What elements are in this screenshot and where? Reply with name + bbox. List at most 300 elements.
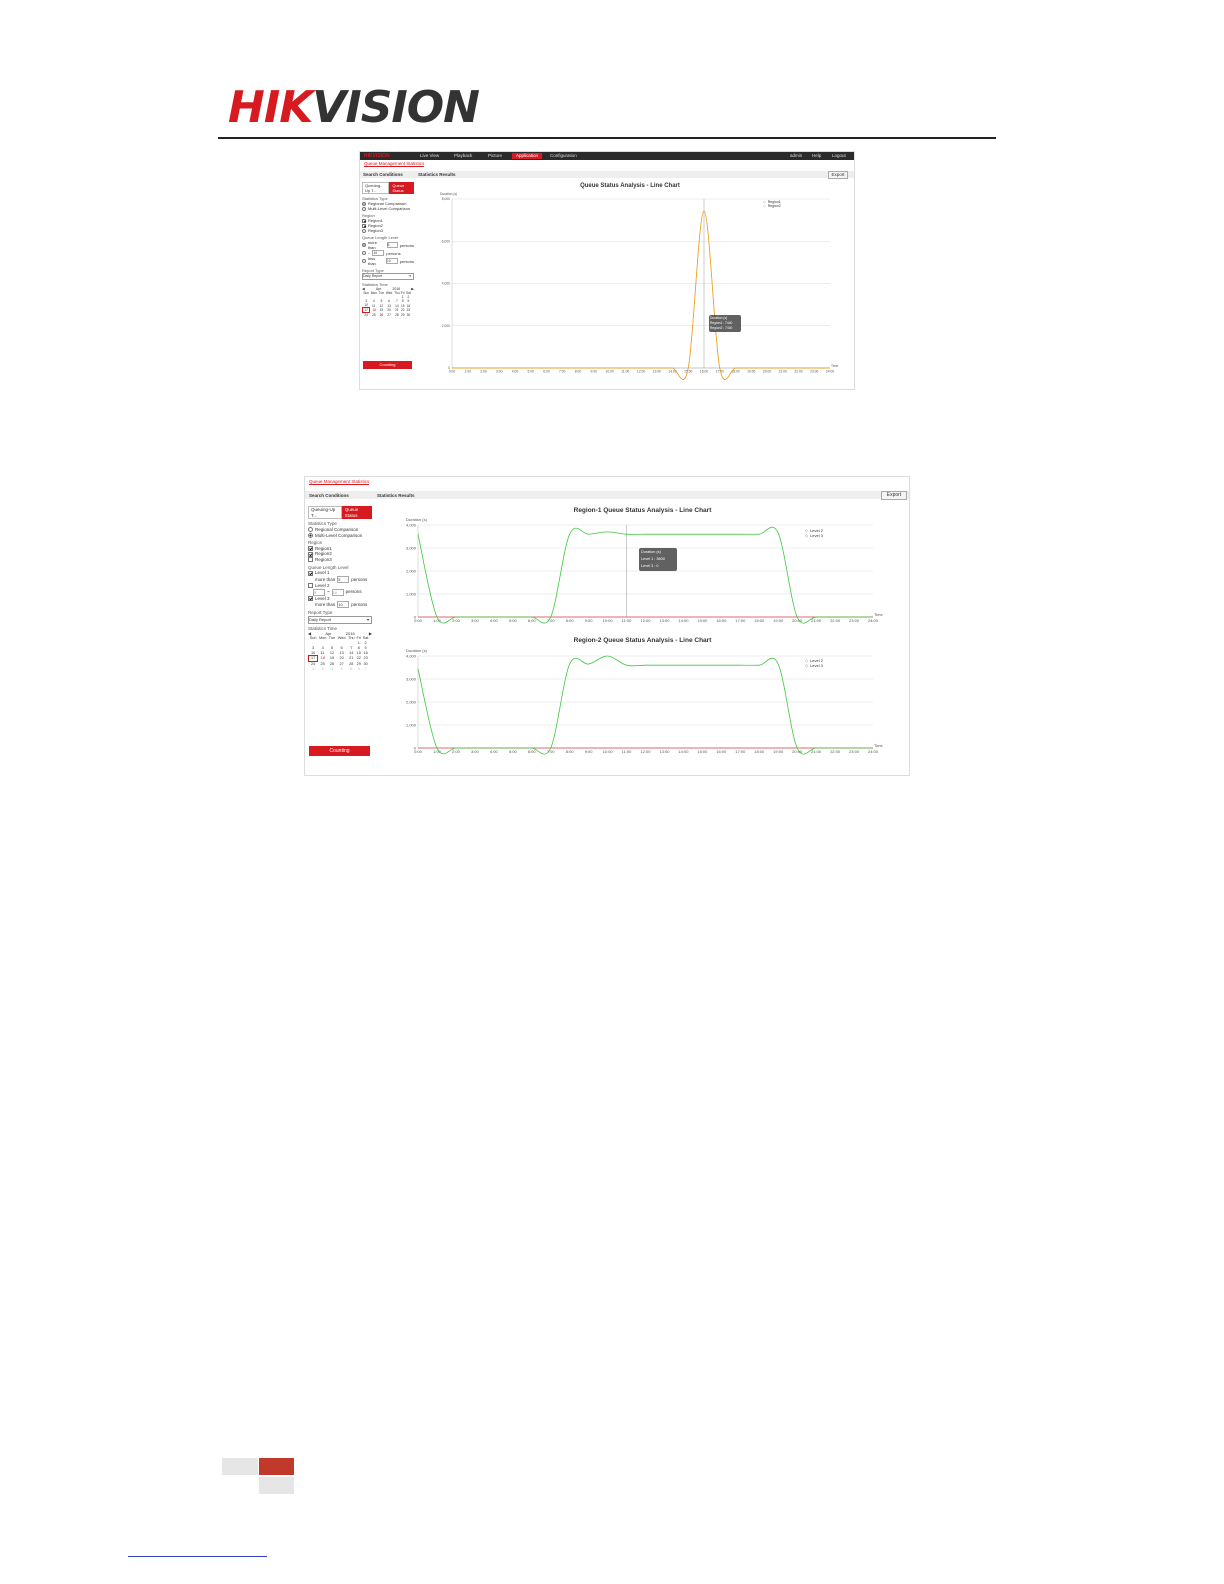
x-tick-label: 19:00: [773, 618, 784, 623]
x-tick-label: 10:00: [602, 749, 613, 754]
x-axis-title: Time: [874, 612, 883, 617]
tab-queue-status[interactable]: Queue Status: [389, 182, 414, 194]
region2-checkbox[interactable]: [308, 552, 313, 557]
y-tick-label: 2,000: [441, 323, 450, 328]
calendar-day[interactable]: 14: [349, 650, 354, 655]
x-tick-label: 21:00: [811, 618, 822, 623]
weekday-header: Tue: [378, 291, 385, 296]
calendar-day[interactable]: 11: [371, 303, 376, 308]
more-than-label: more than: [367, 240, 377, 250]
x-tick-label: 17:00: [735, 618, 746, 623]
x-tick-label: 22:00: [830, 618, 841, 623]
y-tick-label: 2,000: [405, 699, 416, 705]
x-tick-label: 12:00: [636, 369, 646, 374]
more-than-input[interactable]: 5: [387, 242, 398, 248]
calendar-day[interactable]: 3: [330, 666, 334, 671]
level1-persons: persons: [351, 576, 368, 582]
y-tick-label: 1,000: [405, 722, 416, 728]
x-tick-label: 24:00: [825, 369, 835, 374]
radio-multilevel[interactable]: [308, 533, 313, 538]
export-button[interactable]: Export: [828, 171, 848, 179]
radio-less-than[interactable]: [362, 259, 366, 263]
radio-regional[interactable]: [362, 202, 366, 206]
region1-checkbox[interactable]: [362, 219, 366, 223]
calendar-day[interactable]: 19: [329, 656, 335, 661]
weekday-header: Mon: [318, 636, 327, 641]
calendar-day[interactable]: 17: [309, 656, 318, 662]
calendar-day[interactable]: 5: [350, 666, 353, 671]
chart-title: Queue Status Analysis - Line Chart: [580, 183, 680, 189]
x-tick-label: 20:00: [762, 369, 772, 374]
region2-label: Region2: [315, 551, 332, 557]
calendar-month: Apr: [325, 631, 332, 637]
x-tick-label: 9:00: [584, 749, 593, 754]
queue-length-label: Queue Length Level: [362, 235, 399, 240]
logo-part-2: VISION: [312, 82, 480, 133]
calendar-year: 2016: [345, 631, 355, 637]
x-tick-label: 11:00: [621, 749, 632, 754]
x-tick-label: 10:00: [605, 369, 614, 374]
calendar-day[interactable]: 4: [340, 666, 343, 671]
queue-length-label: Queue Length Level: [308, 564, 349, 570]
series-line-level-2: [418, 527, 873, 623]
calendar-day[interactable]: 6: [357, 666, 360, 671]
weekday-header: Fri: [400, 291, 405, 296]
calendar-day[interactable]: 30: [363, 661, 368, 666]
calendar-day[interactable]: 3: [365, 299, 368, 304]
series-line-region2: [452, 211, 830, 380]
region2-checkbox[interactable]: [362, 224, 366, 228]
calendar-day[interactable]: 20: [339, 656, 344, 661]
x-tick-label: 13:00: [652, 369, 661, 374]
calendar-day[interactable]: 12: [329, 650, 335, 655]
calendar-day[interactable]: 5: [330, 645, 334, 650]
x-tick-label: 8:00: [574, 369, 582, 374]
persons-label-2: persons: [386, 250, 401, 256]
region-label: Region: [308, 540, 323, 546]
tab-queue-status[interactable]: Queue Status: [342, 506, 372, 519]
screenshot-regional-comparison: [359, 151, 855, 390]
x-tick-label: 7:00: [559, 369, 566, 374]
x-tick-label: 3:00: [496, 369, 503, 374]
calendar-day[interactable]: 24: [310, 662, 316, 667]
range-input[interactable]: 10: [372, 250, 384, 256]
multilevel-label: Multi-Level Comparison: [315, 532, 363, 538]
search-conditions-panel: [308, 506, 372, 672]
prev-month-button[interactable]: ◀: [362, 287, 365, 291]
weekday-header: Thu: [394, 291, 400, 296]
calendar-day[interactable]: 18: [372, 308, 376, 313]
calendar-day[interactable]: 7: [395, 299, 398, 304]
x-tick-label: 15:00: [684, 369, 693, 374]
chart-legend: [763, 200, 781, 208]
weekday-header: Sat: [362, 636, 369, 641]
series-line-region1: [452, 211, 830, 380]
screenshot-multilevel-comparison: [304, 476, 910, 776]
statistics-type-label: Statistics Type: [308, 521, 337, 527]
legend-region2-label: Region2: [767, 204, 781, 208]
x-tick-label: 4:00: [511, 369, 519, 374]
footer-link-underline[interactable]: [128, 1556, 267, 1557]
region1-checkbox[interactable]: [308, 546, 313, 551]
tab-queuing-up-time[interactable]: Queuing-Up T...: [308, 506, 342, 519]
calendar-day[interactable]: 15: [401, 303, 405, 308]
region1-label: Region1: [315, 545, 332, 551]
calendar-day[interactable]: 13: [339, 650, 344, 655]
logo-part-1: HIK: [228, 82, 313, 133]
legend-level3-label: Level 3: [810, 663, 823, 668]
counting-button[interactable]: Counting: [309, 746, 370, 756]
weekday-header: Thu: [348, 636, 355, 641]
calendar-day[interactable]: 6: [340, 645, 343, 650]
x-tick-label: 20:00: [792, 749, 803, 754]
legend-region1[interactable]: ◇ Region1: [763, 200, 781, 204]
calendar-day[interactable]: 8: [401, 299, 404, 304]
chart-tooltip: [709, 315, 741, 332]
calendar-day[interactable]: 21: [395, 308, 399, 313]
x-tick-label: 19:00: [747, 369, 756, 374]
statistics-results-title: Statistics Results: [377, 493, 415, 498]
radio-range[interactable]: [362, 251, 366, 255]
calendar-day[interactable]: 3: [312, 645, 315, 650]
legend-region2[interactable]: ◇ Region2: [763, 204, 781, 208]
y-tick-label: 3,000: [405, 676, 416, 682]
x-tick-label: 13:00: [659, 749, 670, 754]
weekday-header: Mon: [370, 291, 377, 296]
calendar-day[interactable]: 2: [321, 666, 324, 671]
x-tick-label: 9:00: [590, 369, 597, 374]
statistics-type-label: Statistics Type: [362, 196, 388, 201]
calendar-day[interactable]: 18: [320, 656, 326, 661]
less-than-input[interactable]: 10: [386, 258, 398, 264]
statistics-results-title: Statistics Results: [418, 172, 456, 177]
legend-level2[interactable]: ◇ Level 2: [805, 658, 823, 663]
weekday-header: Sun: [309, 636, 317, 641]
legend-level3[interactable]: ◇ Level 3: [805, 663, 823, 668]
region3-checkbox[interactable]: [308, 557, 313, 562]
calendar-day[interactable]: 29: [356, 661, 361, 666]
statistics-time-label: Statistics Time: [362, 282, 388, 287]
level1-input[interactable]: 5: [337, 576, 349, 583]
footer-block-grey-2: [259, 1477, 294, 1494]
nav-help[interactable]: Help: [812, 153, 822, 158]
x-tick-label: 17:00: [735, 749, 746, 754]
y-tick-label: 8,000: [441, 197, 450, 202]
calendar-day[interactable]: 30: [406, 313, 411, 318]
x-tick-label: 2:00: [452, 749, 460, 754]
level2-label: Level 2: [315, 582, 330, 588]
level2-separator: ~: [327, 589, 330, 595]
calendar-year: 2016: [392, 287, 401, 291]
calendar-day[interactable]: 8: [357, 645, 360, 650]
legend-level3-label: Level 3: [810, 533, 823, 538]
nav-admin[interactable]: admin: [790, 153, 803, 158]
x-tick-label: 16:00: [716, 618, 727, 623]
export-button[interactable]: Export: [881, 491, 907, 500]
weekday-header: Wed: [385, 291, 393, 296]
calendar-day[interactable]: 27: [339, 661, 344, 666]
header-divider: [218, 137, 996, 139]
chart1-title: Region-1 Queue Status Analysis - Line Chart: [573, 507, 712, 514]
level2-max-input[interactable]: 10: [332, 589, 344, 596]
nav-picture[interactable]: Picture: [488, 153, 503, 158]
region3-label: Region3: [315, 557, 332, 562]
footer-block-grey: [222, 1458, 258, 1475]
calendar-day[interactable]: 23: [406, 308, 411, 313]
search-conditions-title: Search Conditions: [309, 493, 349, 498]
search-conditions-title: Search Conditions: [363, 172, 403, 177]
nav-live-view[interactable]: Live View: [420, 153, 440, 158]
calendar-day[interactable]: 12: [379, 303, 384, 308]
calendar-day[interactable]: 22: [401, 308, 405, 313]
calendar-day[interactable]: 1: [312, 666, 315, 671]
calendar-day[interactable]: 9: [407, 299, 410, 304]
nav-logo: HIKVISION: [364, 153, 390, 159]
calendar-day[interactable]: 24: [364, 313, 368, 318]
calendar-day[interactable]: 2: [407, 295, 410, 300]
calendar-day[interactable]: 22: [356, 656, 361, 661]
x-tick-label: 2:00: [452, 618, 460, 623]
y-tick-label: 6,000: [441, 239, 450, 244]
x-tick-label: 8:00: [565, 618, 574, 623]
level2-min-input[interactable]: 5: [313, 589, 325, 596]
y-tick-label: 4,000: [405, 653, 416, 659]
x-tick-label: 4:00: [489, 749, 498, 754]
x-tick-label: 22:00: [830, 749, 841, 754]
x-tick-label: 8:00: [565, 749, 574, 754]
calendar-day[interactable]: 15: [356, 650, 361, 655]
x-tick-label: 19:00: [773, 749, 784, 754]
y-tick-label: 3,000: [405, 545, 416, 551]
calendar-day[interactable]: 27: [387, 313, 391, 318]
calendar-month: Apr: [375, 287, 382, 291]
tab-queue-management[interactable]: Queue Management Statistics: [364, 161, 425, 166]
calendar-day[interactable]: 23: [363, 656, 368, 661]
tooltip-level3: Level 3 : 0: [641, 564, 659, 568]
tab-queue-management[interactable]: Queue Management Statistics: [309, 479, 370, 484]
level1-checkbox[interactable]: [308, 571, 313, 576]
calendar-day[interactable]: 13: [387, 303, 391, 308]
x-tick-label: 14:00: [668, 369, 677, 374]
calendar-day[interactable]: 16: [406, 303, 411, 308]
level2-checkbox[interactable]: [308, 583, 313, 588]
chart2-legend: [805, 658, 823, 668]
calendar-day[interactable]: 1: [401, 295, 404, 300]
tooltip-region1: Region1 : 7440: [710, 321, 733, 325]
x-tick-label: 0:00: [414, 749, 422, 754]
chart1-tooltip: [639, 548, 677, 571]
y-tick-label: 0: [448, 366, 450, 371]
nav-logout[interactable]: Logout: [832, 153, 846, 158]
calendar-day[interactable]: 2: [364, 641, 367, 646]
calendar-day[interactable]: 10: [310, 650, 316, 655]
queue-status-line-chart: [432, 190, 842, 380]
calendar-day[interactable]: 7: [350, 645, 353, 650]
radio-regional[interactable]: [308, 527, 313, 532]
calendar-day[interactable]: 28: [349, 661, 354, 666]
x-tick-label: 12:00: [640, 618, 651, 623]
radio-multilevel[interactable]: [362, 207, 366, 211]
report-type-select[interactable]: Daily Report ▾: [308, 616, 372, 624]
x-tick-label: 14:00: [678, 618, 689, 623]
x-tick-label: 22:00: [794, 369, 803, 374]
nav-playback[interactable]: Playback: [454, 153, 473, 158]
statistics-time-label: Statistics Time: [308, 625, 338, 631]
nav-application[interactable]: Application: [512, 153, 542, 159]
calendar-grid: [308, 636, 370, 671]
y-axis-title: Duration (s): [406, 648, 427, 653]
x-tick-label: 18:00: [754, 749, 765, 754]
calendar-day[interactable]: 14: [395, 303, 399, 308]
x-tick-label: 23:00: [849, 618, 860, 623]
x-tick-label: 9:00: [584, 618, 593, 623]
tooltip-region2: Region2 : 7440: [710, 326, 733, 330]
y-tick-label: 2,000: [405, 568, 416, 574]
radio-more-than[interactable]: [362, 243, 366, 247]
search-conditions-panel: [362, 182, 414, 317]
x-tick-label: 23:00: [810, 369, 819, 374]
legend-region1-label: Region1: [767, 200, 781, 204]
x-tick-label: 5:00: [527, 369, 534, 374]
less-than-label: less than: [367, 256, 376, 266]
level2-persons: persons: [345, 589, 362, 595]
section-header: [305, 491, 909, 499]
calendar-day[interactable]: 28: [395, 313, 399, 318]
next-month-button[interactable]: ▶: [368, 631, 372, 637]
region1-label: Region1: [368, 218, 383, 223]
persons-label-3: persons: [399, 258, 414, 264]
region-label: Region: [362, 213, 375, 218]
x-tick-label: 5:00: [508, 749, 517, 754]
legend-level2[interactable]: ◇ Level 2: [805, 528, 823, 533]
x-tick-label: 5:00: [508, 618, 517, 623]
next-month-button[interactable]: ▶: [411, 287, 414, 291]
weekday-header: Tue: [328, 636, 336, 641]
x-tick-label: 7:00: [546, 618, 555, 623]
counting-button[interactable]: Counting: [363, 361, 412, 369]
nav-configuration[interactable]: Configuration: [550, 153, 577, 158]
series-line-level-2: [418, 656, 873, 754]
calendar-day[interactable]: 4: [372, 299, 375, 304]
x-tick-label: 20:00: [792, 618, 803, 623]
legend-level2-label: Level 2: [810, 658, 823, 663]
x-tick-label: 16:00: [716, 749, 727, 754]
x-tick-label: 21:00: [778, 369, 787, 374]
x-tick-label: 1:00: [433, 618, 441, 623]
y-tick-label: 0: [413, 614, 416, 620]
tab-queuing-up-time[interactable]: Queuing-Up T...: [362, 182, 389, 194]
x-tick-label: 7:00: [546, 749, 555, 754]
top-nav-bar: [360, 152, 854, 160]
x-tick-label: 2:00: [480, 369, 487, 374]
x-tick-label: 24:00: [867, 618, 879, 623]
calendar-day[interactable]: 26: [379, 313, 384, 318]
legend-level2-label: Level 2: [810, 528, 823, 533]
prev-month-button[interactable]: ◀: [308, 631, 312, 637]
tooltip-title: Duration (s): [641, 550, 661, 554]
calendar-day[interactable]: 17: [364, 308, 368, 313]
x-tick-label: 1:00: [433, 749, 441, 754]
region3-label: Region3: [368, 228, 383, 233]
region3-checkbox[interactable]: [362, 229, 366, 233]
x-axis-title: Time: [874, 743, 883, 748]
x-tick-label: 0:00: [448, 369, 456, 374]
calendar-day[interactable]: 4: [321, 645, 324, 650]
y-axis-title: Duration (s): [406, 517, 427, 522]
section-header: [360, 171, 854, 178]
y-tick-label: 1,000: [405, 591, 416, 597]
calendar-day[interactable]: 20: [387, 308, 391, 313]
x-tick-label: 12:00: [640, 749, 651, 754]
x-tick-label: 6:00: [527, 618, 536, 623]
report-type-select[interactable]: Daily Report ▾: [362, 273, 414, 280]
y-tick-label: 4,000: [441, 281, 450, 286]
calendar-day[interactable]: 19: [379, 308, 384, 313]
calendar-day[interactable]: 1: [357, 641, 360, 646]
calendar-grid: [362, 291, 412, 317]
x-tick-label: 17:00: [715, 369, 724, 374]
calendar-day[interactable]: 25: [372, 313, 376, 318]
calendar-day[interactable]: 26: [329, 661, 335, 666]
x-tick-label: 3:00: [470, 618, 479, 623]
multilevel-label: Multi-Level Comparison: [368, 206, 411, 211]
calendar-day[interactable]: 21: [349, 656, 354, 661]
calendar-day[interactable]: 16: [363, 650, 368, 655]
x-tick-label: 14:00: [678, 749, 689, 754]
x-tick-label: 11:00: [621, 369, 630, 374]
level3-persons: persons: [351, 601, 368, 607]
x-tick-label: 6:00: [543, 369, 550, 374]
weekday-header: Wed: [337, 636, 346, 641]
calendar-day[interactable]: 10: [364, 303, 368, 308]
weekday-header: Sat: [405, 291, 411, 296]
calendar-day[interactable]: 9: [364, 645, 367, 650]
calendar-day[interactable]: 11: [320, 650, 325, 655]
level3-more-than: more than: [315, 601, 336, 607]
calendar-day[interactable]: 5: [380, 299, 383, 304]
x-tick-label: 15:00: [697, 749, 708, 754]
x-tick-label: 0:00: [414, 618, 422, 623]
tooltip-level1: Level 1 : 3600: [641, 557, 665, 561]
calendar-day[interactable]: 7: [364, 666, 367, 671]
footer-block-red: [259, 1458, 294, 1475]
level3-label: Level 3: [315, 595, 330, 601]
tooltip-title: Duration (s): [710, 316, 728, 320]
x-tick-label: 3:00: [470, 749, 479, 754]
persons-label-1: persons: [399, 242, 414, 248]
level3-checkbox[interactable]: [308, 596, 313, 601]
calendar-day[interactable]: 6: [388, 299, 390, 304]
x-tick-label: 15:00: [697, 618, 708, 623]
regional-label: Regional Comparison: [368, 201, 407, 206]
y-axis-title: Duration (s): [440, 192, 458, 196]
calendar-day[interactable]: 29: [401, 313, 405, 318]
level1-label: Level 1: [315, 570, 330, 576]
calendar-day[interactable]: 25: [320, 661, 325, 666]
x-tick-label: 6:00: [527, 749, 536, 754]
report-type-label: Report Type: [362, 268, 384, 273]
regional-label: Regional Comparison: [315, 526, 359, 532]
x-tick-label: 11:00: [621, 618, 632, 623]
legend-level3[interactable]: ◇ Level 3: [805, 533, 823, 538]
range-separator: ~: [368, 250, 371, 256]
y-tick-label: 0: [413, 745, 416, 751]
level3-input[interactable]: 10: [337, 601, 349, 608]
weekday-header: Sun: [363, 291, 369, 296]
report-type-label: Report Type: [308, 610, 333, 616]
x-tick-label: 10:00: [602, 618, 613, 623]
x-axis-title: Time: [831, 364, 839, 368]
